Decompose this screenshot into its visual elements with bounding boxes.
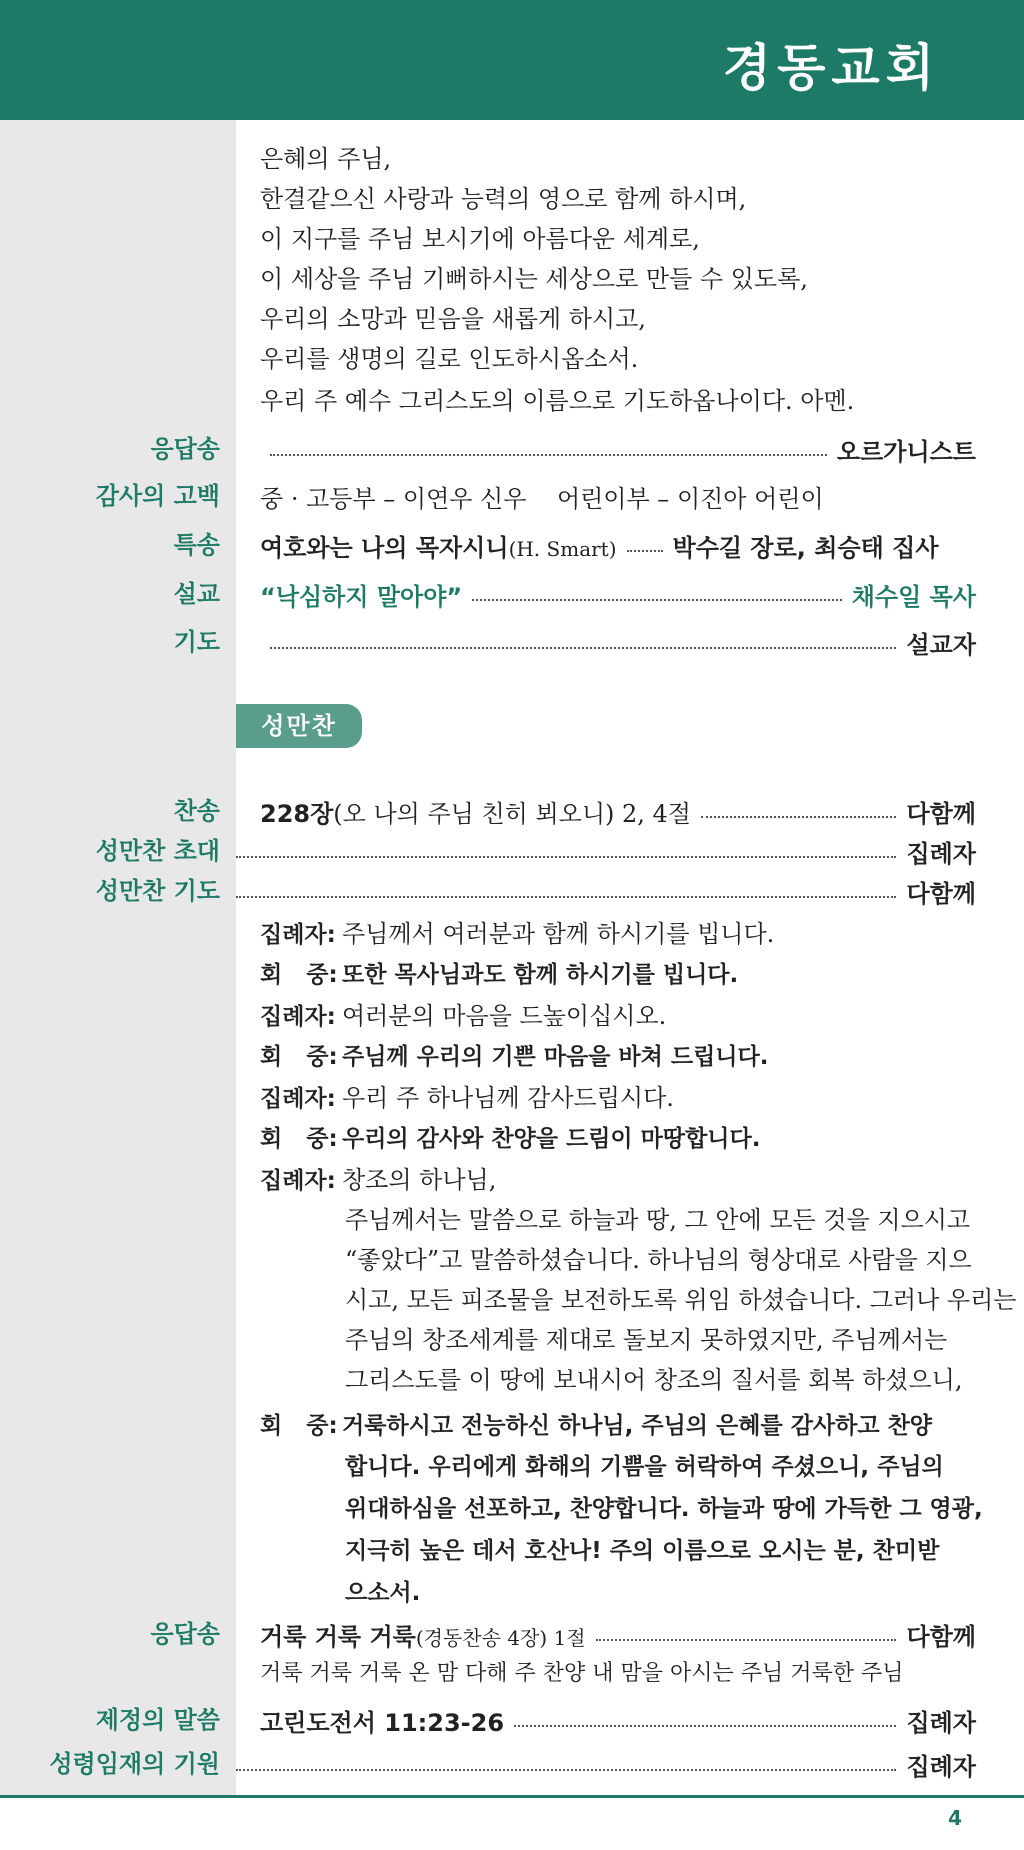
special-song-title: 여호와는 나의 목자시니 bbox=[260, 533, 509, 562]
litany-speaker: 회 중: bbox=[260, 962, 338, 988]
dot-leader bbox=[236, 856, 896, 858]
dot-leader bbox=[236, 1769, 896, 1771]
litany-line bbox=[260, 914, 976, 955]
litany-speaker: 집례자: bbox=[260, 922, 336, 948]
order-row-response-song bbox=[0, 427, 976, 471]
order-label: 설교 bbox=[173, 580, 220, 608]
litany-line bbox=[260, 1160, 976, 1201]
prayer-line: 우리를 생명의 길로 인도하시옵소서. bbox=[260, 345, 639, 373]
order-label: 찬송 bbox=[173, 797, 220, 825]
congregation-paragraph-line: 지극히 높은 데서 호산나! 주의 이름으로 오시는 분, 찬미받 bbox=[345, 1538, 940, 1564]
litany-line bbox=[260, 1405, 976, 1446]
special-song-composer: (H. Smart) bbox=[508, 536, 617, 561]
congregation-paragraph-line: 으소서. bbox=[345, 1580, 421, 1606]
dot-leader bbox=[596, 1639, 897, 1641]
page-number: 4 bbox=[948, 1806, 962, 1830]
leader-paragraph-line: 시고, 모든 피조물을 보전하도록 위임 하셨습니다. 그러나 우리는 bbox=[345, 1286, 1017, 1314]
litany-speaker: 회 중: bbox=[260, 1126, 338, 1152]
order-row-epiclesis bbox=[0, 1742, 976, 1786]
church-logo: 경동교회 bbox=[722, 39, 940, 97]
order-row-prayer bbox=[0, 620, 976, 664]
order-row-communion-invitation bbox=[0, 829, 976, 873]
order-performer: 박수길 장로, 최승태 집사 bbox=[672, 533, 939, 562]
litany-speaker: 집례자: bbox=[260, 1086, 336, 1112]
prayer-line: 이 세상을 주님 기뻐하시는 세상으로 만들 수 있도록, bbox=[260, 265, 808, 293]
hymn-title: (오 나의 주님 친히 뵈오니) 2, 4절 bbox=[333, 799, 691, 828]
order-label: 기도 bbox=[173, 628, 220, 656]
order-performer: 채수일 목사 bbox=[851, 582, 976, 611]
order-label: 성만찬 초대 bbox=[95, 837, 220, 865]
leader-paragraph-line: 그리스도를 이 땅에 보내시어 창조의 질서를 회복 하셨으니, bbox=[345, 1366, 963, 1394]
litany-speaker: 회 중: bbox=[260, 1413, 338, 1439]
leader-paragraph-line: “좋았다”고 말씀하셨습니다. 하나님의 형상대로 사람을 지으 bbox=[345, 1246, 972, 1274]
dot-leader bbox=[472, 599, 842, 601]
order-label: 특송 bbox=[173, 531, 220, 559]
order-row-response-song-2 bbox=[0, 1612, 976, 1656]
prayer-line: 이 지구를 주님 보시기에 아름다운 세계로, bbox=[260, 225, 700, 253]
congregation-paragraph-line: 위대하심을 선포하고, 찬양합니다. 하늘과 땅에 가득한 그 영광, bbox=[345, 1496, 983, 1522]
order-label: 성만찬 기도 bbox=[95, 877, 220, 905]
litany-text: 주님께서 여러분과 함께 하시기를 빕니다. bbox=[342, 920, 775, 948]
litany-speaker: 집례자: bbox=[260, 1168, 336, 1194]
litany-line bbox=[260, 954, 976, 995]
litany-speaker: 집례자: bbox=[260, 1004, 336, 1030]
litany-text: 우리의 감사와 찬양을 드림이 마땅합니다. bbox=[342, 1126, 761, 1152]
litany-line bbox=[260, 1118, 976, 1159]
order-performer: 집례자 bbox=[906, 1708, 976, 1737]
order-label: 응답송 bbox=[150, 1620, 220, 1648]
litany-text: 우리 주 하나님께 감사드립시다. bbox=[342, 1084, 674, 1112]
header-bar bbox=[0, 0, 1024, 120]
order-row-special-song bbox=[0, 523, 976, 567]
label-column bbox=[0, 120, 236, 1795]
order-label: 응답송 bbox=[150, 435, 220, 463]
order-performer: 오르가니스트 bbox=[836, 437, 976, 466]
dot-leader bbox=[270, 454, 827, 456]
litany-text: 여러분의 마음을 드높이십시오. bbox=[342, 1002, 667, 1030]
dot-leader bbox=[236, 896, 896, 898]
leader-paragraph-line: 주님의 창조세계를 제대로 돌보지 못하였지만, 주님께서는 bbox=[345, 1326, 948, 1354]
prayer-line: 은혜의 주님, bbox=[260, 145, 392, 173]
dot-leader bbox=[701, 816, 896, 818]
litany-line bbox=[260, 996, 976, 1037]
order-row-communion-prayer bbox=[0, 869, 976, 913]
response-song-ref: (경동찬송 4장) 1절 bbox=[415, 1625, 586, 1650]
order-label: 감사의 고백 bbox=[95, 482, 220, 510]
litany-line bbox=[260, 1078, 976, 1119]
litany-text: 창조의 하나님, bbox=[342, 1166, 497, 1194]
litany-line bbox=[260, 1036, 976, 1077]
litany-text: 주님께 우리의 기쁜 마음을 바쳐 드립니다. bbox=[342, 1044, 769, 1070]
order-performer: 다함께 bbox=[906, 1622, 976, 1651]
scripture-reference: 고린도전서 11:23-26 bbox=[260, 1708, 505, 1737]
dot-leader bbox=[627, 550, 663, 552]
order-performer: 집례자 bbox=[906, 839, 976, 868]
order-label: 제정의 말씀 bbox=[95, 1706, 220, 1734]
prayer-line: 우리 주 예수 그리스도의 이름으로 기도하옵나이다. 아멘. bbox=[260, 387, 855, 415]
prayer-line: 한결같으신 사랑과 능력의 영으로 함께 하시며, bbox=[260, 185, 747, 213]
order-label: 성령임재의 기원 bbox=[49, 1750, 220, 1778]
dot-leader bbox=[514, 1725, 896, 1727]
sermon-title: “낙심하지 말아야” bbox=[260, 582, 463, 611]
order-row-hymn bbox=[0, 789, 976, 833]
order-performer: 집례자 bbox=[906, 1752, 976, 1781]
prayer-line: 우리의 소망과 믿음을 새롭게 하시고, bbox=[260, 305, 646, 333]
order-performer: 설교자 bbox=[906, 630, 976, 659]
order-row-sermon bbox=[0, 572, 976, 616]
congregation-paragraph-line: 거룩하시고 전능하신 하나님, 주님의 은혜를 감사하고 찬양 bbox=[342, 1413, 933, 1439]
congregation-paragraph-line: 합니다. 우리에게 화해의 기쁨을 허락하여 주셨으니, 주님의 bbox=[345, 1454, 944, 1480]
order-row-thanks-confession bbox=[0, 474, 976, 518]
order-performer: 다함께 bbox=[906, 879, 976, 908]
hymn-number: 228장 bbox=[260, 799, 334, 828]
leader-paragraph-line: 주님께서는 말씀으로 하늘과 땅, 그 안에 모든 것을 지으시고 bbox=[345, 1206, 971, 1234]
litany-text: 또한 목사님과도 함께 하시기를 빕니다. bbox=[342, 962, 739, 988]
order-detail: 중 · 고등부 – 이연우 신우 어린이부 – 이진아 어린이 bbox=[260, 484, 824, 513]
response-song-lyrics: 거룩 거룩 거룩 온 맘 다해 주 찬양 내 맘을 아시는 주님 거룩한 주님 bbox=[260, 1661, 904, 1686]
response-song-title: 거룩 거룩 거룩 bbox=[260, 1622, 416, 1651]
order-performer: 다함께 bbox=[906, 799, 976, 828]
dot-leader bbox=[270, 647, 896, 649]
section-badge: 성만찬 bbox=[236, 704, 362, 748]
order-row-words-of-institution bbox=[0, 1698, 976, 1742]
footer-rule bbox=[0, 1795, 1024, 1798]
litany-speaker: 회 중: bbox=[260, 1044, 338, 1070]
